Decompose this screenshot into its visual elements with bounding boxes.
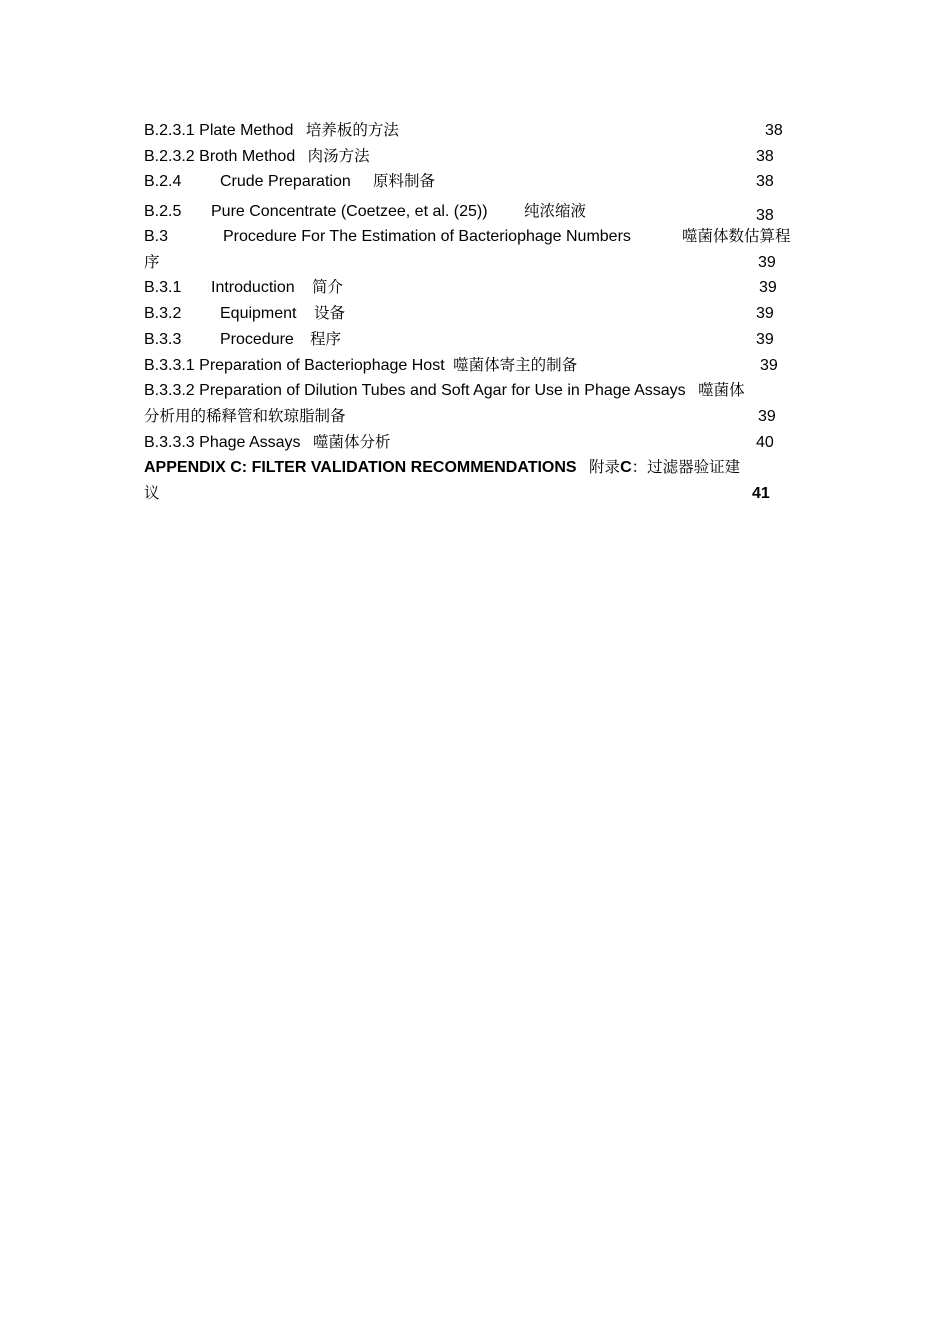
table-of-contents xyxy=(144,118,808,507)
toc-entry-b-3-3-2-continued xyxy=(144,404,808,430)
toc-entry-number: B.3.1 xyxy=(144,279,182,297)
toc-entry-page: 38 xyxy=(765,122,783,139)
toc-entry-title-cn xyxy=(589,458,740,476)
toc-entry-title-cn: 培养板的方法 xyxy=(305,121,399,139)
toc-entry-title-cn: 噬菌体分析 xyxy=(313,432,391,451)
toc-entry-title-cn: 原料制备 xyxy=(373,172,436,191)
toc-entry-page: 39 xyxy=(760,356,778,374)
toc-entry-title: Introduction xyxy=(211,279,295,297)
toc-entry-number: B.2.4 xyxy=(144,173,182,191)
toc-entry-title-cn: 噬菌体寄主的制备 xyxy=(453,355,578,374)
toc-entry-page: 38 xyxy=(756,147,774,165)
toc-entry-b-3-continued xyxy=(144,250,808,276)
toc-entry-title: Preparation of Bacteriophage Host xyxy=(199,356,445,374)
toc-entry-page: 38 xyxy=(756,207,774,225)
toc-entry-b-2-3-1[interactable] xyxy=(144,118,808,144)
toc-entry-number: B.3 xyxy=(144,228,169,246)
toc-entry-title-cn: 简介 xyxy=(312,278,344,297)
toc-entry-page: 38 xyxy=(756,173,774,191)
toc-entry-title-cn: 噬菌体 xyxy=(698,381,745,400)
toc-entry-page: 39 xyxy=(758,253,776,271)
toc-entry-b-3-2[interactable] xyxy=(144,301,808,327)
toc-entry-number: B.3.3.3 xyxy=(144,433,195,451)
toc-entry-number: B.3.3.2 xyxy=(144,382,195,400)
toc-entry-title: Equipment xyxy=(220,305,297,323)
toc-entry-number: B.3.2 xyxy=(144,305,182,323)
toc-entry-b-2-3-2[interactable] xyxy=(144,144,808,170)
toc-entry-title: Crude Preparation xyxy=(220,173,351,191)
toc-entry-title: Broth Method xyxy=(199,147,296,165)
toc-entry-title: APPENDIX C: FILTER VALIDATION RECOMMENDATIONS xyxy=(144,459,577,477)
toc-entry-title-cn: 程序 xyxy=(310,329,342,348)
toc-entry-page: 39 xyxy=(756,305,774,323)
toc-entry-b-2-5[interactable] xyxy=(144,195,808,224)
toc-entry-b-3-3-1[interactable] xyxy=(144,353,808,379)
toc-entry-page: 40 xyxy=(756,433,774,451)
toc-entry-b-3-3[interactable] xyxy=(144,327,808,353)
toc-entry-title: Preparation of Dilution Tubes and Soft Agar for Use in Phage Assays xyxy=(199,382,686,400)
toc-entry-number: B.3.3 xyxy=(144,330,182,348)
toc-entry-b-3[interactable] xyxy=(144,224,808,250)
toc-entry-number: B.2.5 xyxy=(144,203,182,221)
toc-entry-appendix-c-continued xyxy=(144,481,808,507)
toc-entry-title: Phage Assays xyxy=(199,433,301,451)
toc-entry-b-3-3-3[interactable] xyxy=(144,430,808,456)
toc-entry-title-cn: 设备 xyxy=(314,304,346,323)
toc-entry-title-cn: 纯浓缩液 xyxy=(524,202,587,221)
toc-entry-title-cn-continued: 序 xyxy=(144,252,160,271)
toc-entry-title: Procedure xyxy=(220,330,294,348)
toc-entry-page: 41 xyxy=(752,484,770,502)
toc-entry-title: Procedure For The Estimation of Bacteriophage Numbers xyxy=(223,228,631,246)
toc-entry-title-cn: 肉汤方法 xyxy=(307,146,370,165)
toc-entry-number: B.2.3.1 xyxy=(144,122,195,139)
toc-entry-b-3-1[interactable] xyxy=(144,275,808,301)
toc-entry-appendix-c[interactable] xyxy=(144,455,808,481)
toc-entry-title-cn-continued: 议 xyxy=(144,483,160,502)
toc-entry-title: Pure Concentrate (Coetzee, et al. (25)) xyxy=(211,203,488,221)
toc-entry-title-cn-continued: 分析用的稀释管和软琼脂制备 xyxy=(144,406,346,425)
appendix-cn-prefix: 附录 xyxy=(589,458,621,477)
toc-entry-b-2-4[interactable] xyxy=(144,169,808,195)
appendix-cn-suffix: ：过滤器验证建 xyxy=(631,458,741,477)
toc-entry-number: B.2.3.2 xyxy=(144,147,195,165)
appendix-letter: C xyxy=(620,459,632,477)
toc-entry-page: 39 xyxy=(759,279,777,297)
toc-entry-number: B.3.3.1 xyxy=(144,356,195,374)
toc-entry-page: 39 xyxy=(756,330,774,348)
toc-entry-page: 39 xyxy=(758,407,776,425)
toc-entry-b-3-3-2[interactable] xyxy=(144,378,808,404)
toc-entry-title-cn: 噬菌体数估算程 xyxy=(682,227,791,246)
toc-entry-title: Plate Method xyxy=(199,122,294,139)
